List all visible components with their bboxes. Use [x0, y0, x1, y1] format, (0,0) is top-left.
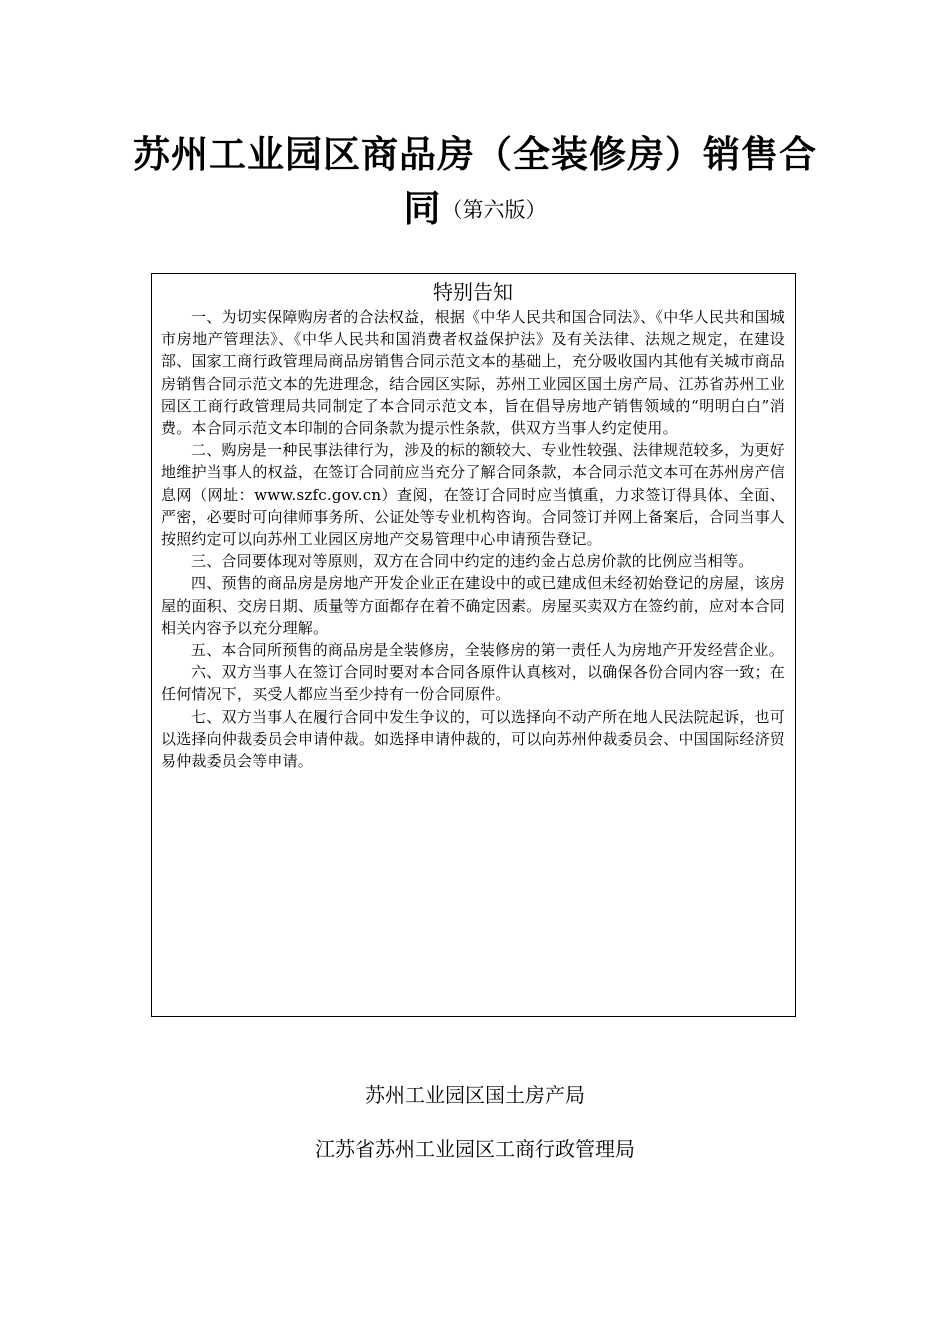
notice-paragraph-6: 六、双方当事人在签订合同时要对本合同各原件认真核对，以确保各份合同内容一致；在任何情况下，买受人都应当至少持有一份合同原件。 — [161, 663, 785, 704]
notice-paragraph-4: 四、预售的商品房是房地产开发企业正在建设中的或已建成但未经初始登记的房屋，该房屋的面积、交房日期、质量等方面都存在着不确定因素。房屋买卖双方在签约前，应对本合同相关内容予以充分理解。 — [161, 574, 785, 637]
notice-paragraph-5: 五、本合同所预售的商品房是全装修房，全装修房的第一责任人为房地产开发经营企业。 — [191, 641, 784, 660]
edition-label: （第六版） — [441, 198, 547, 222]
contract-title — [0, 128, 950, 237]
notice-heading: 特别告知 — [433, 280, 513, 304]
title-line-1: 苏州工业园区商品房（全装修房）销售合 — [133, 133, 817, 176]
notice-paragraph-2: 二、购房是一种民事法律行为，涉及的标的额较大、专业性较强、法律规范较多，为更好地维护当事人的权益，在签订合同前应当充分了解合同条款，本合同示范文本可在苏州房产信息网（网址：www.szfc.gov.cn）查阅，在签订合同时应当慎重，力求签订得具体、全面、严密，必要时可向律师事务所、公证处等专业机构咨询。合同签订并网上备案后，合同当事人按照约定可以向苏州工业园区房地产交易管理中心申请预告登记。 — [161, 441, 785, 549]
notice-paragraph-3: 三、合同要体现对等原则，双方在合同中约定的违约金占总房价款的比例应当相等。 — [191, 552, 754, 571]
issuer-industry-commerce-bureau: 江苏省苏州工业园区工商行政管理局 — [315, 1137, 635, 1161]
title-line-2 — [0, 182, 950, 237]
notice-paragraph-7: 七、双方当事人在履行合同中发生争议的，可以选择向不动产所在地人民法院起诉，也可以选择向仲裁委员会申请仲裁。如选择申请仲裁的，可以向苏州仲裁委员会、中国国际经济贸易仲裁委员会等申请。 — [161, 707, 785, 771]
special-notice-box — [151, 273, 796, 1017]
issuer-land-housing-bureau: 苏州工业园区国土房产局 — [365, 1083, 585, 1107]
notice-paragraph-1: 一、为切实保障购房者的合法权益，根据《中华人民共和国合同法》、《中华人民共和国城市房地产管理法》、《中华人民共和国消费者权益保护法》及有关法律、法规之规定，在建设部、国家工商行政管理局商品房销售合同示范文本的基础上，充分吸收国内其他有关城市商品房销售合同示范文本的先进理念，结合园区实际，苏州工业园区国土房产局、江苏省苏州工业园区工商行政管理局共同制定了本合同示范文本，旨在倡导房地产销售领域的“明明白白”消费。本合同示范文本印制的合同条款为提示性条款，供双方当事人约定使用。 — [161, 308, 785, 438]
title-line-2-text: 同 — [403, 187, 442, 230]
issuing-authorities — [0, 1080, 950, 1188]
